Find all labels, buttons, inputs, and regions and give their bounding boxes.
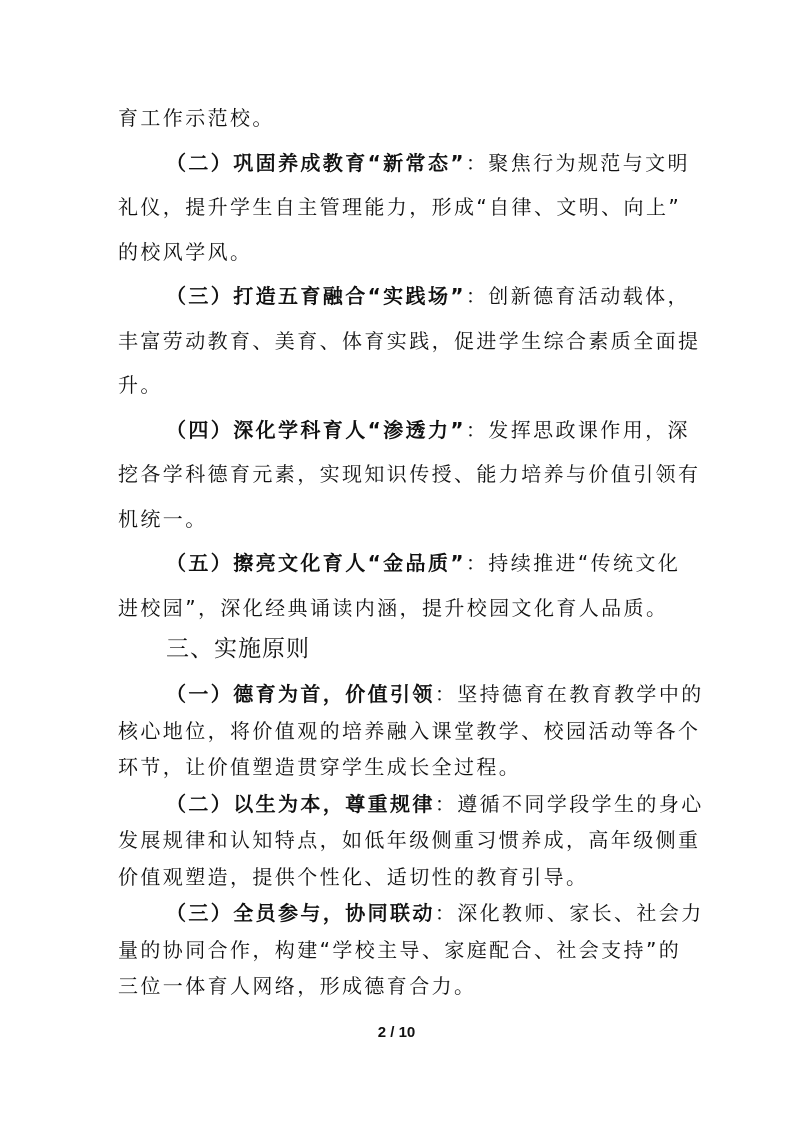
principle-colon: ： bbox=[434, 682, 458, 706]
goal-first-line bbox=[166, 282, 690, 310]
goal-text-line: 进校园”，深化经典诵读内涵，提升校园文化育人品质。 bbox=[118, 595, 669, 620]
principle-text-line: 价值观塑造，提供个性化、适切性的教育引导。 bbox=[118, 864, 589, 889]
goal-text-line: 丰富劳动教育、美育、体育实践，促进学生综合素质全面提 bbox=[118, 328, 701, 353]
goal-first-line bbox=[166, 149, 690, 177]
principle-title: （一）德育为首，价值引领 bbox=[166, 682, 435, 706]
goal-first-line bbox=[166, 416, 690, 444]
principle-text: 深化教师、家长、社会力 bbox=[457, 901, 704, 925]
goal-text-line: 的校风学风。 bbox=[118, 239, 253, 264]
goal-text-line: 挖各学科德育元素，实现知识传授、能力培养与价值引领有 bbox=[118, 462, 701, 486]
principle-text-line: 发展规律和认知特点，如低年级侧重习惯养成，高年级侧重 bbox=[118, 828, 701, 852]
principle-text: 遵循不同学段学生的身心 bbox=[457, 791, 704, 816]
goal-title: （五）擦亮文化育人“金品质” bbox=[166, 551, 466, 575]
goal-colon: ： bbox=[465, 551, 489, 575]
section-heading: 三、实施原则 bbox=[166, 636, 310, 662]
principle-text-line: 环节，让价值塑造贯穿学生成长全过程。 bbox=[118, 755, 522, 779]
goal-text-line: 机统一。 bbox=[118, 506, 208, 531]
goal-text: 发挥思政课作用，深 bbox=[488, 417, 690, 442]
principle-text-line: 三位一体育人网络，形成德育合力。 bbox=[118, 974, 477, 998]
goal-title: （三）打造五育融合“实践场” bbox=[166, 284, 466, 308]
principle-text-line: 量的协同合作，构建“学校主导、家庭配合、社会支持”的 bbox=[118, 937, 682, 962]
goal-colon: ： bbox=[465, 417, 489, 442]
page-number: 2 / 10 bbox=[377, 1024, 416, 1041]
principle-first-line bbox=[166, 790, 704, 818]
continuation-text: 育工作示范校。 bbox=[118, 106, 275, 130]
goal-title: （四）深化学科育人“渗透力” bbox=[166, 417, 466, 442]
principle-text-line: 核心地位，将价值观的培养融入课堂教学、校园活动等各个 bbox=[118, 718, 701, 743]
goal-text: 创新德育活动载体， bbox=[488, 284, 690, 308]
goal-title: （二）巩固养成教育“新常态” bbox=[166, 150, 466, 175]
principle-first-line bbox=[166, 680, 704, 708]
principle-colon: ： bbox=[434, 791, 458, 816]
principle-text: 坚持德育在教育教学中的 bbox=[457, 682, 704, 706]
principle-title: （三）全员参与，协同联动 bbox=[166, 901, 435, 925]
goal-colon: ： bbox=[465, 150, 489, 175]
goal-first-line bbox=[166, 549, 681, 577]
principle-first-line bbox=[166, 899, 704, 927]
principle-colon: ： bbox=[434, 901, 458, 925]
goal-colon: ： bbox=[465, 284, 489, 308]
principle-title: （二）以生为本，尊重规律 bbox=[166, 791, 435, 816]
goal-text: 持续推进“传统文化 bbox=[488, 551, 681, 575]
goal-text-line: 升。 bbox=[118, 373, 163, 397]
goal-text: 聚焦行为规范与文明 bbox=[488, 150, 690, 175]
goal-text-line: 礼仪，提升学生自主管理能力，形成“自律、文明、向上” bbox=[118, 195, 682, 219]
